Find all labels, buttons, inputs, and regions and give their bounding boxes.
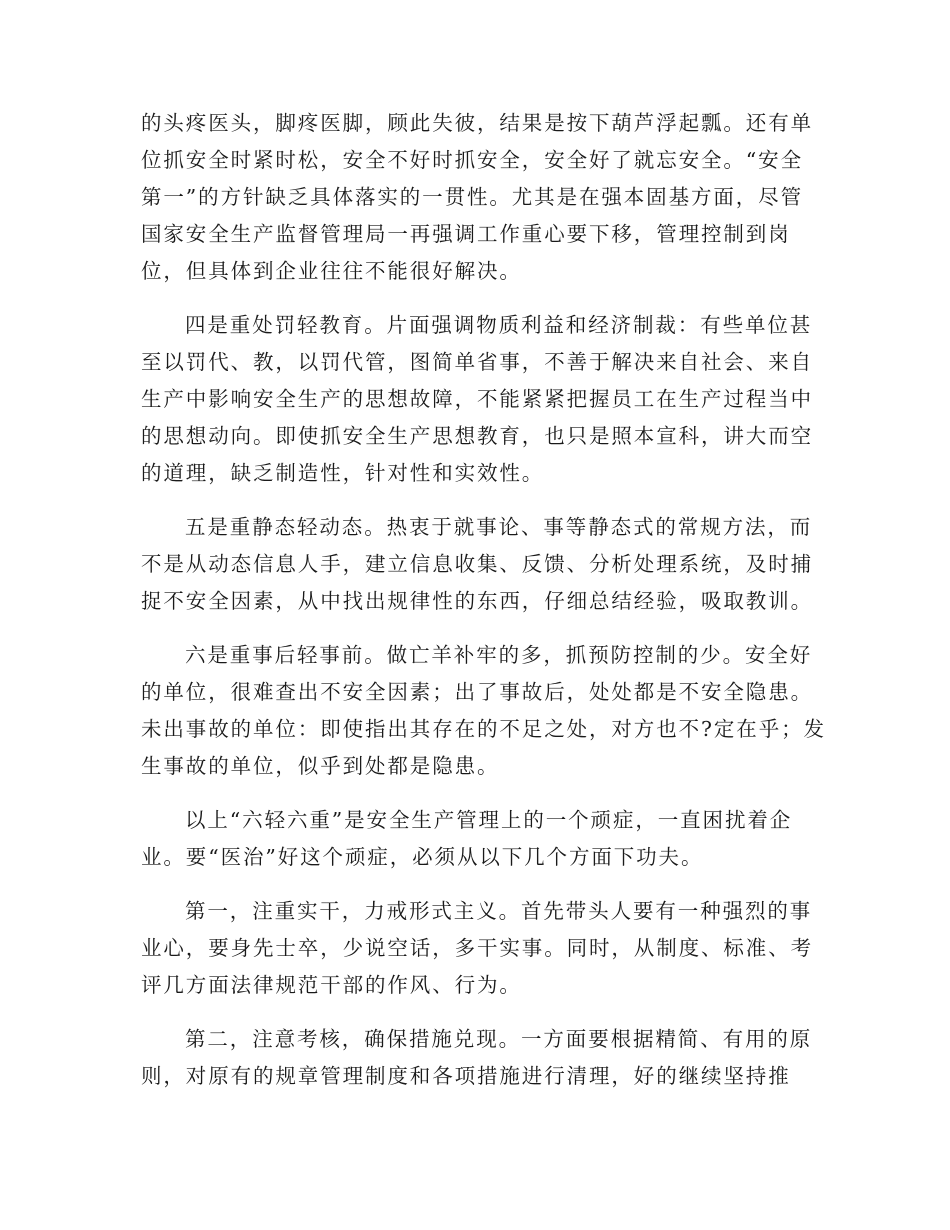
text-line: 五是重静态轻动态。热衷于就事论、事等静态式的常规方法，而 bbox=[185, 515, 813, 539]
paragraph-4 bbox=[141, 637, 826, 785]
paragraph-5 bbox=[141, 802, 809, 876]
text-line: 的单位，很难查出不安全因素；出了事故后，处处都是不安全隐患。 bbox=[141, 680, 813, 704]
paragraph-7 bbox=[141, 1021, 813, 1095]
text-line: 未出事故的单位：即使指出其存在的不足之处，对方也不?定在乎；发 bbox=[141, 717, 826, 741]
text-line: 四是重处罚轻教育。片面强调物质利益和经济制裁：有些单位甚 bbox=[185, 313, 813, 337]
text-line: 至以罚代、教，以罚代管，图简单省事，不善于解决来自社会、来自 bbox=[141, 350, 813, 374]
paragraph-3 bbox=[141, 509, 813, 620]
text-line: 第一，注重实干，力戒形式主义。首先带头人要有一种强烈的事 bbox=[185, 899, 813, 923]
text-line: 不是从动态信息人手，建立信息收集、反馈、分析处理系统，及时捕 bbox=[141, 552, 813, 576]
paragraph-2 bbox=[141, 307, 813, 492]
text-line: 评几方面法律规范干部的作风、行为。 bbox=[141, 973, 522, 997]
text-line: 则，对原有的规章管理制度和各项措施进行清理，好的继续坚持推 bbox=[141, 1064, 791, 1088]
text-line: 捉不安全因素，从中找出规律性的东西，仔细总结经验，吸取教训。 bbox=[141, 589, 813, 613]
text-line: 业心，要身先士卒，少说空话，多干实事。同时，从制度、标准、考 bbox=[141, 936, 813, 960]
text-line: 第二，注意考核，确保措施兑现。一方面要根据精简、有用的原 bbox=[185, 1027, 813, 1051]
text-line: 的道理，缺乏制造性，针对性和实效性。 bbox=[141, 461, 545, 485]
paragraph-6 bbox=[141, 893, 813, 1004]
text-line: 位抓安全时紧时松，安全不好时抓安全，安全好了就忘安全。“安全 bbox=[141, 148, 803, 172]
text-line: 以上“六轻六重”是安全生产管理上的一个顽症，一直困扰着企 bbox=[185, 808, 793, 832]
text-line: 的头疼医头，脚疼医脚，顾此失彼，结果是按下葫芦浮起瓢。还有单 bbox=[141, 111, 813, 135]
text-line: 业。要“医治”好这个顽症，必须从以下几个方面下功夫。 bbox=[141, 845, 704, 869]
text-line: 六是重事后轻事前。做亡羊补牢的多，抓预防控制的少。安全好 bbox=[185, 643, 813, 667]
text-line: 位，但具体到企业往往不能很好解决。 bbox=[141, 259, 522, 283]
text-line: 第一”的方针缺乏具体落实的一贯性。尤其是在强本固基方面，尽管 bbox=[141, 185, 803, 209]
document-body bbox=[141, 105, 826, 1112]
text-line: 生产中影响安全生产的思想故障，不能紧紧把握员工在生产过程当中 bbox=[141, 387, 813, 411]
paragraph-1 bbox=[141, 105, 813, 290]
text-line: 的思想动向。即使抓安全生产思想教育，也只是照本宣科，讲大而空 bbox=[141, 424, 813, 448]
text-line: 生事故的单位，似乎到处都是隐患。 bbox=[141, 754, 500, 778]
text-line: 国家安全生产监督管理局一再强调工作重心要下移，管理控制到岗 bbox=[141, 222, 791, 246]
